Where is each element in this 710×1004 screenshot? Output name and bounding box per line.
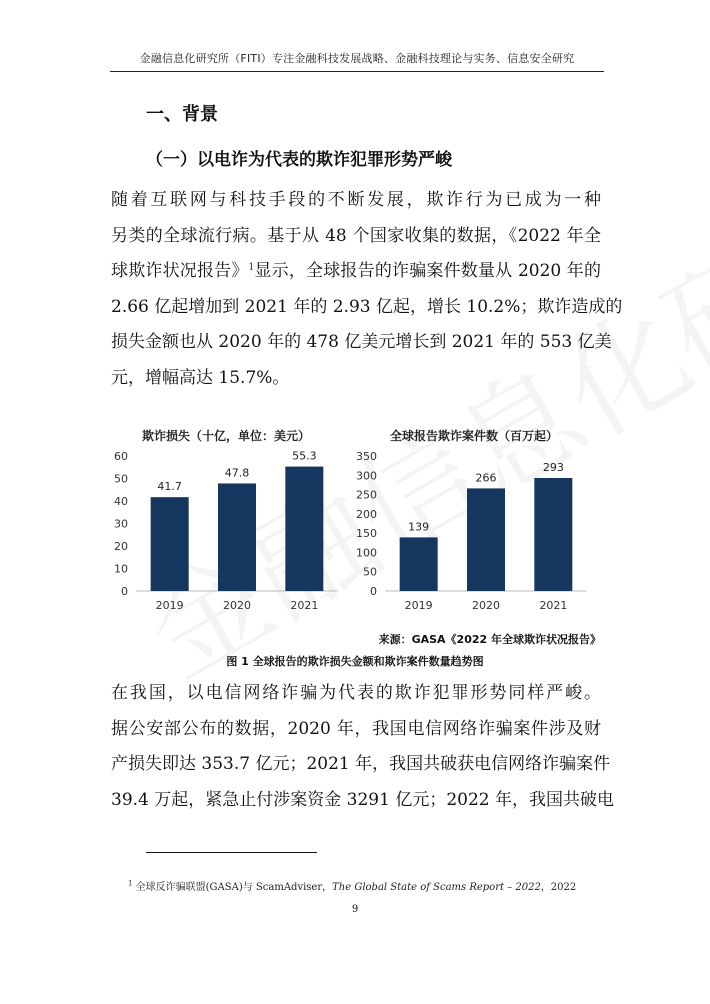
y-tick-label: 40 [114,495,128,508]
bar [467,488,505,591]
bar [151,497,189,591]
bar [218,483,256,591]
y-tick-label: 200 [356,507,377,521]
y-tick-label: 100 [356,546,377,560]
data-label: 139 [408,520,430,534]
y-tick-label: 350 [356,450,377,463]
figure-source: 来源：GASA《2022 年全球欺诈状况报告》 [378,633,601,646]
chart-2-fraud-cases [355,445,595,615]
chart-1-fraud-losses [110,445,340,615]
y-tick-label: 250 [356,488,377,502]
x-tick-label: 2019 [404,599,433,612]
paragraph-2 [111,676,614,818]
footnote-title: The Global State of Scams Report – 2022 [332,882,541,893]
paragraph-line: 在我国，以电信网络诈骗为代表的欺诈犯罪形势同样严峻。 [111,683,601,703]
y-tick-label: 150 [356,527,377,541]
y-tick-label: 20 [114,540,128,553]
data-label: 41.7 [157,480,182,494]
paragraph-1 [111,183,623,396]
data-label: 55.3 [292,449,317,463]
paragraph-line: 产损失即达 353.7 亿元；2021 年，我国共破获电信网络诈骗案件 [111,754,611,774]
footnote [128,878,576,893]
data-label: 293 [542,460,564,474]
x-tick-label: 2020 [472,599,500,612]
footnote-suffix: ，2022 [540,882,577,893]
paragraph-line: 39.4 万起，紧急止付涉案资金 3291 亿元；2022 年，我国共破电 [111,789,614,810]
data-label: 47.8 [224,466,250,480]
paragraph-line: 损失金额也从 2020 年的 478 亿美元增长到 2021 年的 553 亿美 [111,332,612,352]
x-tick-label: 2021 [539,599,568,612]
chart-2-title: 全球报告欺诈案件数（百万起） [390,429,559,443]
paragraph-line: 另类的全球流行病。基于从 48 个国家收集的数据，《2022 年全 [111,225,601,246]
page-header: 金融信息化研究所（FITI）专注金融科技发展战略、金融科技理论与实务、信息安全研究 [139,52,575,65]
y-tick-label: 50 [114,472,128,486]
x-tick-label: 2021 [290,599,319,612]
y-tick-label: 300 [356,469,377,483]
y-tick-label: 60 [114,450,128,463]
y-tick-label: 0 [121,585,128,598]
bar [534,478,572,591]
footnote-number: 1 [128,879,133,888]
y-tick-label: 0 [370,585,377,598]
paragraph-line: 随着互联网与科技手段的不断发展，欺诈行为已成为一种 [111,190,601,210]
section-heading: 一、背景 [146,104,218,125]
page-number: 9 [351,904,359,915]
paragraph-line-part: 显示，全球报告的诈骗案件数量从 2020 年的 [254,261,602,281]
x-tick-label: 2019 [155,599,184,612]
paragraph-line-part: 球欺诈状况报告》 [111,261,249,281]
paragraph-line: 据公安部公布的数据，2020 年，我国电信网络诈骗案件涉及财 [111,718,601,739]
paragraph-line: 2.66 亿起增加到 2021 年的 2.93 亿起，增长 10.2%；欺诈造成的 [111,296,623,317]
footnote-prefix: 全球反诈骗联盟(GASA)与 ScamAdviser， [135,882,333,893]
header-rule [110,71,604,72]
section-subheading: （一）以电诈为代表的欺诈犯罪形势严峻 [146,150,452,170]
y-tick-label: 50 [363,565,377,579]
y-tick-label: 10 [114,562,128,576]
data-label: 266 [475,471,497,485]
x-tick-label: 2020 [223,599,251,612]
footnote-rule [146,852,317,853]
y-tick-label: 30 [114,517,128,531]
paragraph-line: 元，增幅高达 15.7%。 [111,367,290,388]
paragraph-line-with-ref [111,254,601,290]
footnote-ref[interactable]: 1 [248,262,255,273]
bar [400,537,438,591]
chart-1-title: 欺诈损失（十亿，单位：美元） [142,429,311,443]
bar [285,467,323,591]
figure-caption: 图 1 全球报告的欺诈损失金额和欺诈案件数量趋势图 [226,655,484,668]
